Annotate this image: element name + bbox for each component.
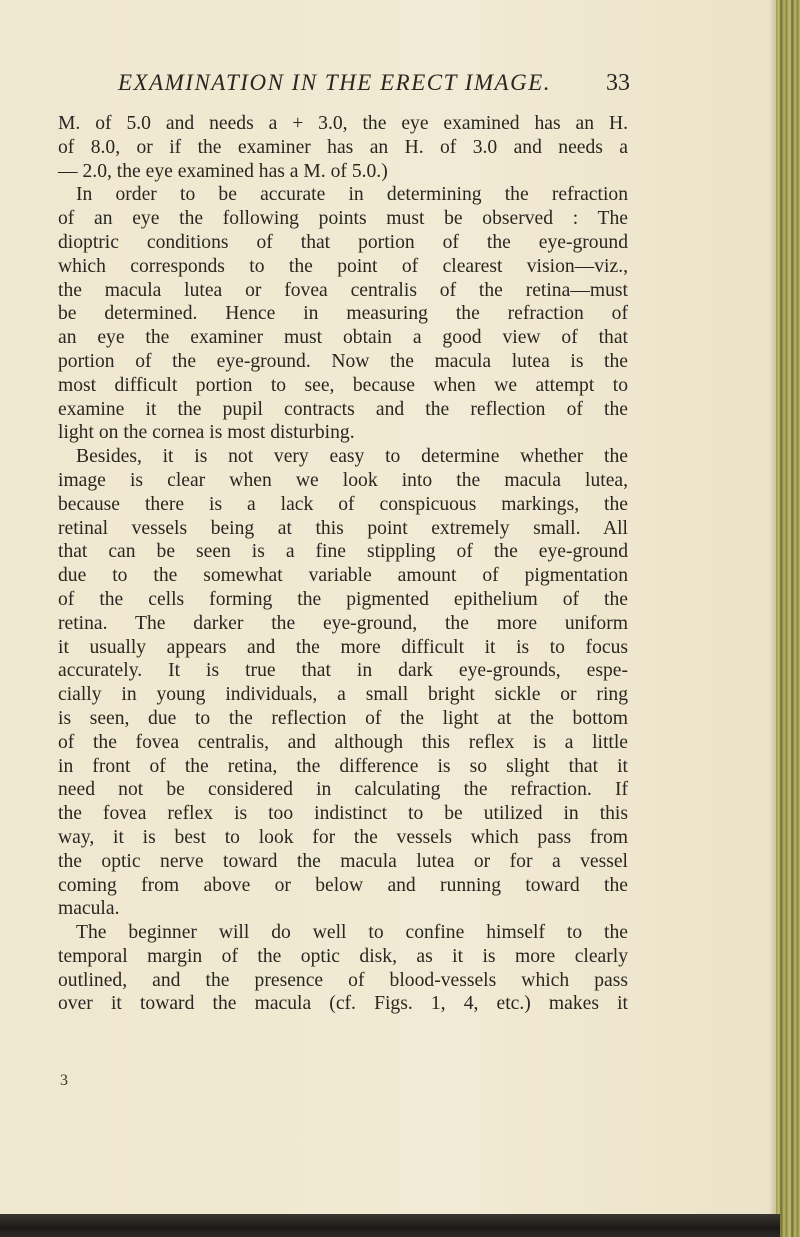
text-line: dioptric conditions of that portion of the eye-ground xyxy=(58,231,628,253)
text-line: it usually appears and the more difficult it is to focus xyxy=(58,636,628,658)
text-line: temporal margin of the optic disk, as it is more clearly xyxy=(58,945,628,967)
signature-mark: 3 xyxy=(60,1072,68,1089)
text-line: — 2.0, the eye examined has a M. of 5.0.) xyxy=(58,160,388,182)
text-line: Besides, it is not very easy to determine whether the xyxy=(76,446,628,468)
paragraph xyxy=(58,112,628,183)
text-line: in front of the retina, the difference is so slight that it xyxy=(58,755,628,777)
text-line: is seen, due to the reflection of the light at the bottom xyxy=(58,707,628,729)
text-line: most difficult portion to see, because when we attempt to xyxy=(58,374,628,396)
text-line: accurately. It is true that in dark eye-grounds, espe- xyxy=(58,660,628,682)
text-line: because there is a lack of conspicuous markings, the xyxy=(58,493,628,515)
text-line: the macula lutea or fovea centralis of the retina—must xyxy=(58,279,628,301)
text-line: The beginner will do well to confine himself to the xyxy=(76,922,628,944)
text-line: image is clear when we look into the macula lutea, xyxy=(58,469,628,491)
text-line: retina. The darker the eye-ground, the more uniform xyxy=(58,612,628,634)
book-spine xyxy=(776,0,800,1237)
text-line: coming from above or below and running toward the xyxy=(58,874,628,896)
text-line: light on the cornea is most disturbing. xyxy=(58,422,355,444)
text-line: In order to be accurate in determining the refraction xyxy=(76,184,628,206)
paragraph xyxy=(58,921,628,1016)
text-line: of the cells forming the pigmented epithelium of the xyxy=(58,588,628,610)
text-line: M. of 5.0 and needs a + 3.0, the eye examined has an H. xyxy=(58,113,628,134)
text-line: which corresponds to the point of clearest vision—viz., xyxy=(58,255,628,277)
page-number: 33 xyxy=(606,70,630,96)
text-line: examine it the pupil contracts and the reflection of the xyxy=(58,398,628,420)
text-line: the optic nerve toward the macula lutea or for a vessel xyxy=(58,850,628,872)
paragraph xyxy=(58,183,628,445)
text-line: of the fovea centralis, and although this reflex is a little xyxy=(58,731,628,753)
paragraph xyxy=(58,445,628,921)
text-line: portion of the eye-ground. Now the macula lutea is the xyxy=(58,350,628,372)
text-line: retinal vessels being at this point extremely small. All xyxy=(58,517,628,539)
bottom-shadow-band xyxy=(0,1214,780,1237)
text-line: an eye the examiner must obtain a good view of that xyxy=(58,327,628,349)
text-line: of 8.0, or if the examiner has an H. of 3.0 and needs a xyxy=(58,136,628,158)
text-line: that can be seen is a fine stippling of the eye-ground xyxy=(58,541,628,563)
text-line: be determined. Hence in measuring the refraction of xyxy=(58,303,628,325)
text-line: macula. xyxy=(58,898,120,920)
text-line: of an eye the following points must be observed : The xyxy=(58,208,628,230)
text-line: need not be considered in calculating the refraction. If xyxy=(58,779,628,801)
text-line: way, it is best to look for the vessels which pass from xyxy=(58,826,628,848)
text-line: due to the somewhat variable amount of pigmentation xyxy=(58,565,628,587)
body-text xyxy=(58,112,628,1016)
text-line: over it toward the macula (cf. Figs. 1, 4, etc.) makes it xyxy=(58,993,628,1015)
running-title: EXAMINATION IN THE ERECT IMAGE. xyxy=(118,70,551,95)
text-line: the fovea reflex is too indistinct to be utilized in this xyxy=(58,803,628,825)
text-line: outlined, and the presence of blood-vessels which pass xyxy=(58,969,628,991)
text-line: cially in young individuals, a small bright sickle or ring xyxy=(58,684,628,706)
